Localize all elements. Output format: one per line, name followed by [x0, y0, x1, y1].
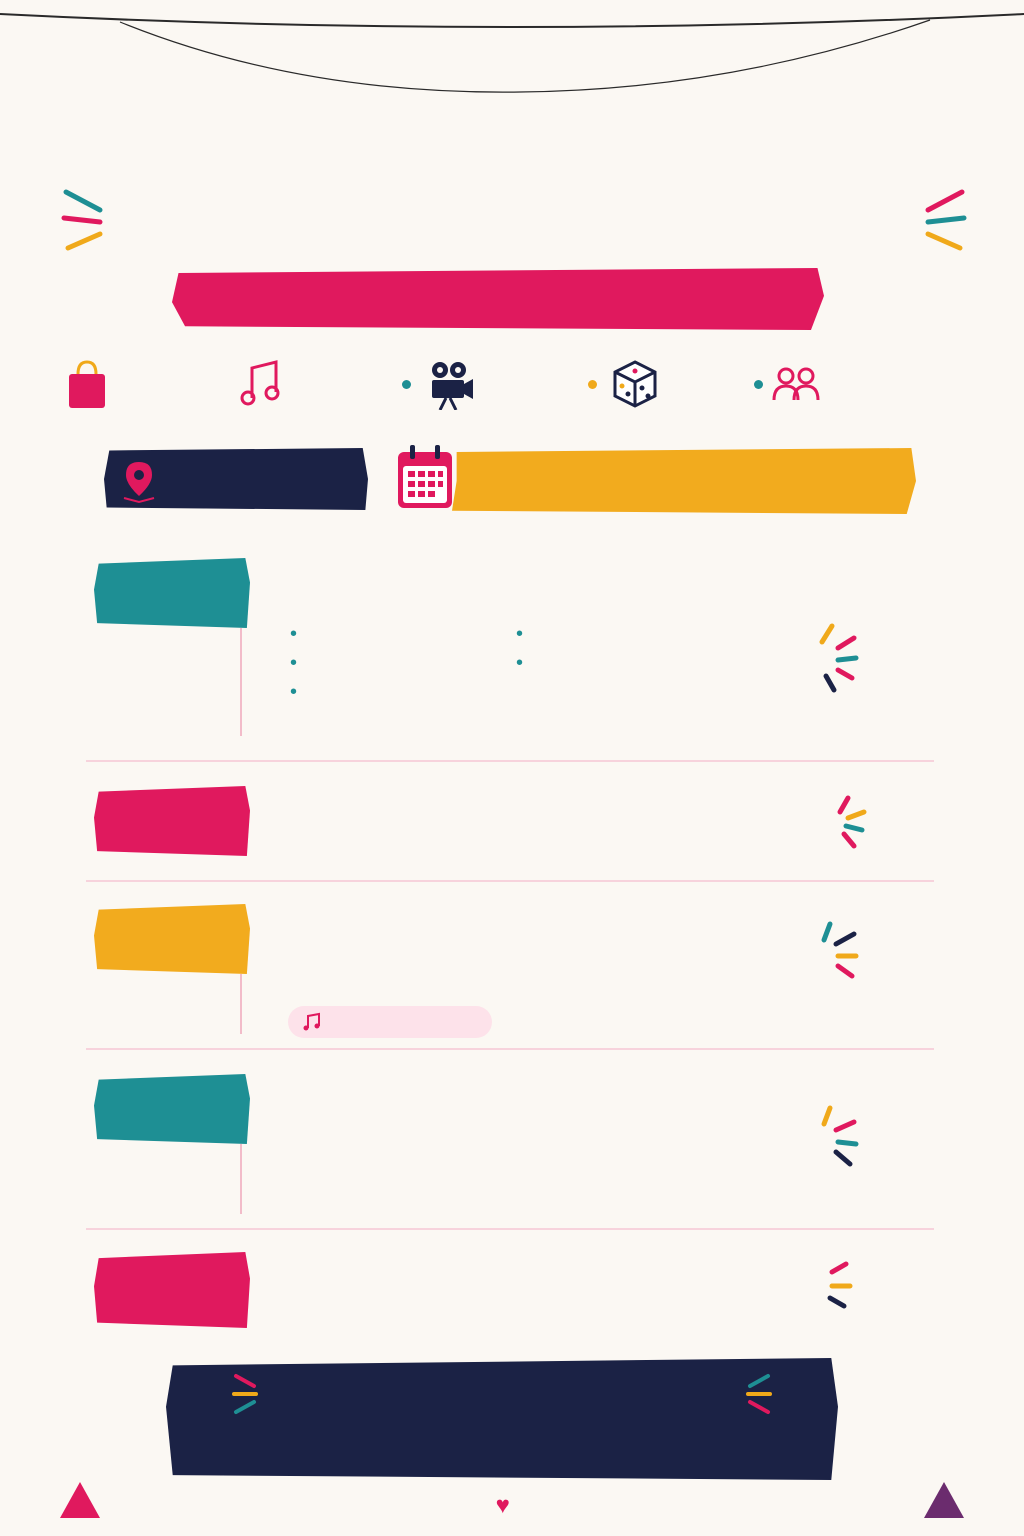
timeline-line: [240, 628, 242, 736]
poster-subtitle: [172, 268, 824, 330]
footer: [0, 1488, 1024, 1524]
activity-marche: [64, 352, 120, 416]
heart-icon: ♥: [495, 1492, 510, 1519]
separator: [86, 760, 934, 762]
timeline-line: [240, 1144, 242, 1214]
separator: [86, 880, 934, 882]
list-item: [290, 678, 309, 707]
activity-concert: [238, 352, 294, 416]
separator: [86, 1048, 934, 1050]
shopping-bag-icon: [64, 358, 110, 410]
music-note-icon: [238, 358, 284, 410]
event-time: [105, 558, 239, 628]
sparkle-decor: [228, 1370, 268, 1420]
event-time: [105, 904, 239, 974]
date-band: [452, 448, 916, 514]
list-item: [290, 649, 309, 678]
separator-dot: [402, 380, 411, 389]
timeline-line: [240, 974, 242, 1034]
concert-badge: [288, 1006, 492, 1038]
sparkle-decor-right: [920, 180, 968, 270]
separator: [86, 1228, 934, 1230]
event-time: [105, 1074, 239, 1144]
list-item: [516, 649, 535, 678]
map-pin-icon: [118, 458, 160, 504]
sparkle-decor: [736, 1370, 776, 1420]
activity-cine: [428, 352, 484, 416]
bunting-left: [0, 0, 40, 1536]
people-icon: [770, 358, 822, 410]
sparkle-decor: [806, 1100, 886, 1180]
sparkle-decor: [806, 916, 886, 996]
time-band: [94, 1252, 250, 1328]
separator-dot: [588, 380, 597, 389]
bunting-right: [984, 0, 1024, 1536]
calendar-icon: [394, 442, 456, 512]
sparkle-decor-left: [60, 180, 108, 270]
activity-accueil: [770, 352, 832, 416]
list-item: [290, 620, 309, 649]
sparkle-decor: [810, 1258, 880, 1328]
list-item: [516, 620, 535, 649]
activities-row: [64, 352, 984, 416]
separator-dot: [754, 380, 763, 389]
sparkle-decor: [818, 790, 888, 860]
corner-triangle: [922, 1480, 966, 1520]
sparkle-decor: [802, 612, 882, 702]
bunting-top: [0, 0, 1024, 130]
event-time: [105, 786, 239, 856]
music-note-icon: [302, 1012, 322, 1032]
dice-icon: [612, 358, 658, 410]
film-camera-icon: [428, 358, 474, 410]
corner-triangle: [58, 1480, 102, 1520]
activity-jeux: [612, 352, 668, 416]
